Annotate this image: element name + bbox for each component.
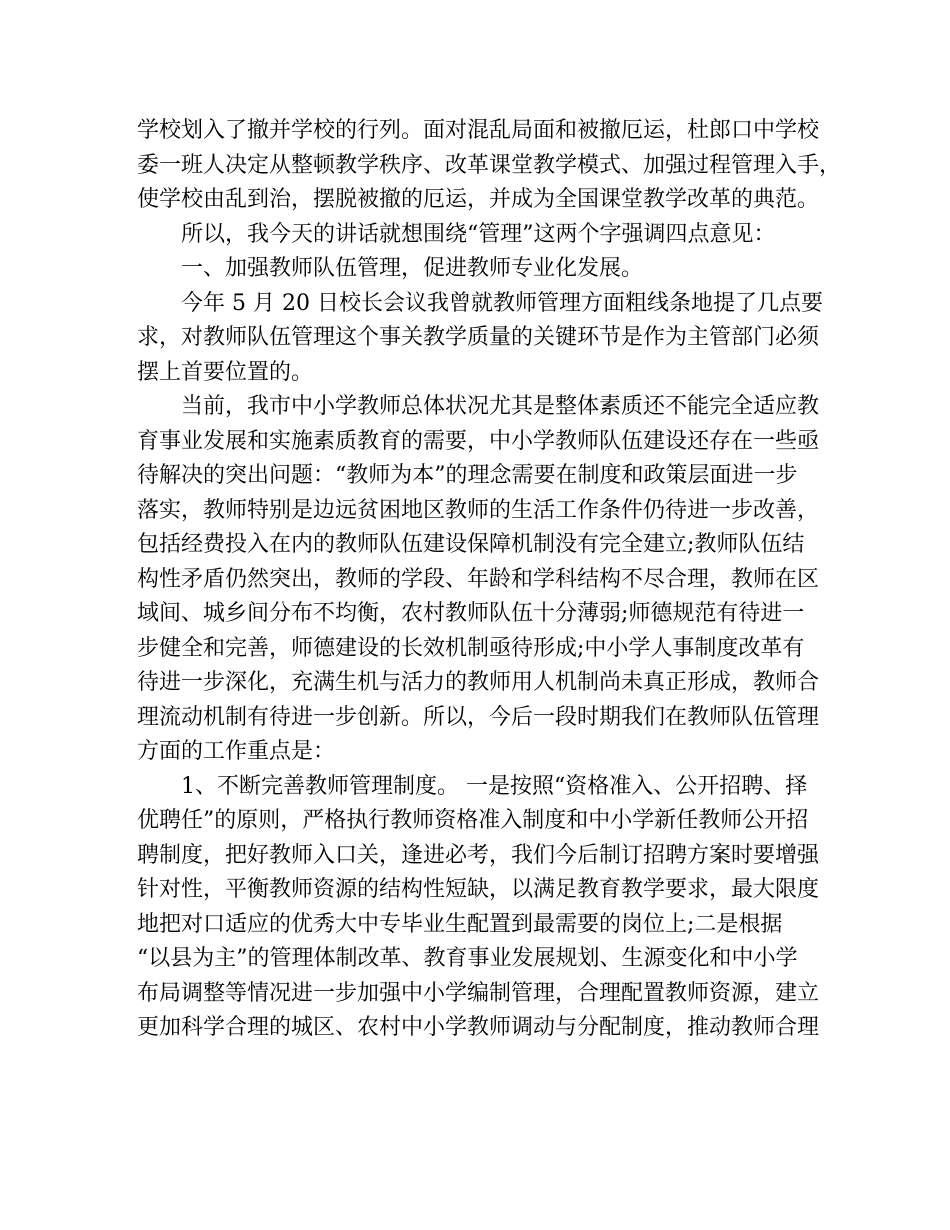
document-body [137,114,842,1046]
text-line: 今年 5 月 20 日校长会议我曾就教师管理方面粗线条地提了几点要 [181,290,823,316]
text-line: 地把对口适应的优秀大中专毕业生配置到最需要的岗位上;二是根据 [137,911,783,937]
text-line: 学校划入了撤并学校的行列。面对混乱局面和被撤厄运，杜郎口中学校 [137,118,820,143]
text-line: 所以，我今天的讲话就想围绕“管理”这两个字强调四点意见： [181,221,776,247]
text-line: 针对性，平衡教师资源的结构性短缺，以满足教育教学要求，最大限度 [137,877,820,902]
text-line: 育事业发展和实施素质教育的需要，中小学教师队伍建设还存在一些亟 [137,428,820,454]
text-line: 方面的工作重点是： [137,739,336,764]
text-line: 待进一步深化，充满生机与活力的教师用人机制尚未真正形成，教师合 [137,670,820,695]
text-line: 更加科学合理的城区、农村中小学教师调动与分配制度，推动教师合理 [137,1015,820,1040]
text-line: 包括经费投入在内的教师队伍建设保障机制没有完全建立;教师队伍结 [137,532,805,557]
text-line: 求，对教师队伍管理这个事关教学质量的关键环节是作为主管部门必须 [137,325,820,350]
text-line: 布局调整等情况进一步加强中小学编制管理，合理配置教师资源，建立 [137,980,820,1006]
text-line: 聘制度，把好教师入口关，逢进必考，我们今后制订招聘方案时要增强 [137,842,820,868]
text-line: 落实，教师特别是边远贫困地区教师的生活工作条件仍待进一步改善， [137,497,820,523]
text-line: 理流动机制有待进一步创新。所以，今后一段时期我们在教师队伍管理 [137,704,820,730]
text-line: 优聘任”的原则，严格执行教师资格准入制度和中小学新任教师公开招 [137,808,809,833]
text-line: 构性矛盾仍然突出，教师的学段、年龄和学科结构不尽合理，教师在区 [137,566,820,592]
text-line: 待解决的突出问题：“教师为本”的理念需要在制度和政策层面进一步 [137,463,798,488]
section-heading: 一、加强教师队伍管理，促进教师专业化发展。 [181,256,644,281]
text-line: 域间、城乡间分布不均衡，农村教师队伍十分薄弱;师德规范有待进一 [137,601,805,626]
text-line: 步健全和完善，师德建设的长效机制亟待形成;中小学人事制度改革有 [137,635,805,661]
text-line: 委一班人决定从整顿教学秩序、改革课堂教学模式、加强过程管理入手， [137,152,842,178]
text-line: 使学校由乱到治，摆脱被撤的厄运，并成为全国课堂教学改革的典范。 [137,187,820,212]
text-line: 1、不断完善教师管理制度。 一是按照“资格准入、公开招聘、择 [181,773,808,799]
text-line: 摆上首要位置的。 [137,359,314,385]
text-line: “以县为主”的管理体制改革、教育事业发展规划、生源变化和中小学 [137,946,798,971]
text-line: 当前，我市中小学教师总体状况尤其是整体素质还不能完全适应教 [181,394,820,419]
